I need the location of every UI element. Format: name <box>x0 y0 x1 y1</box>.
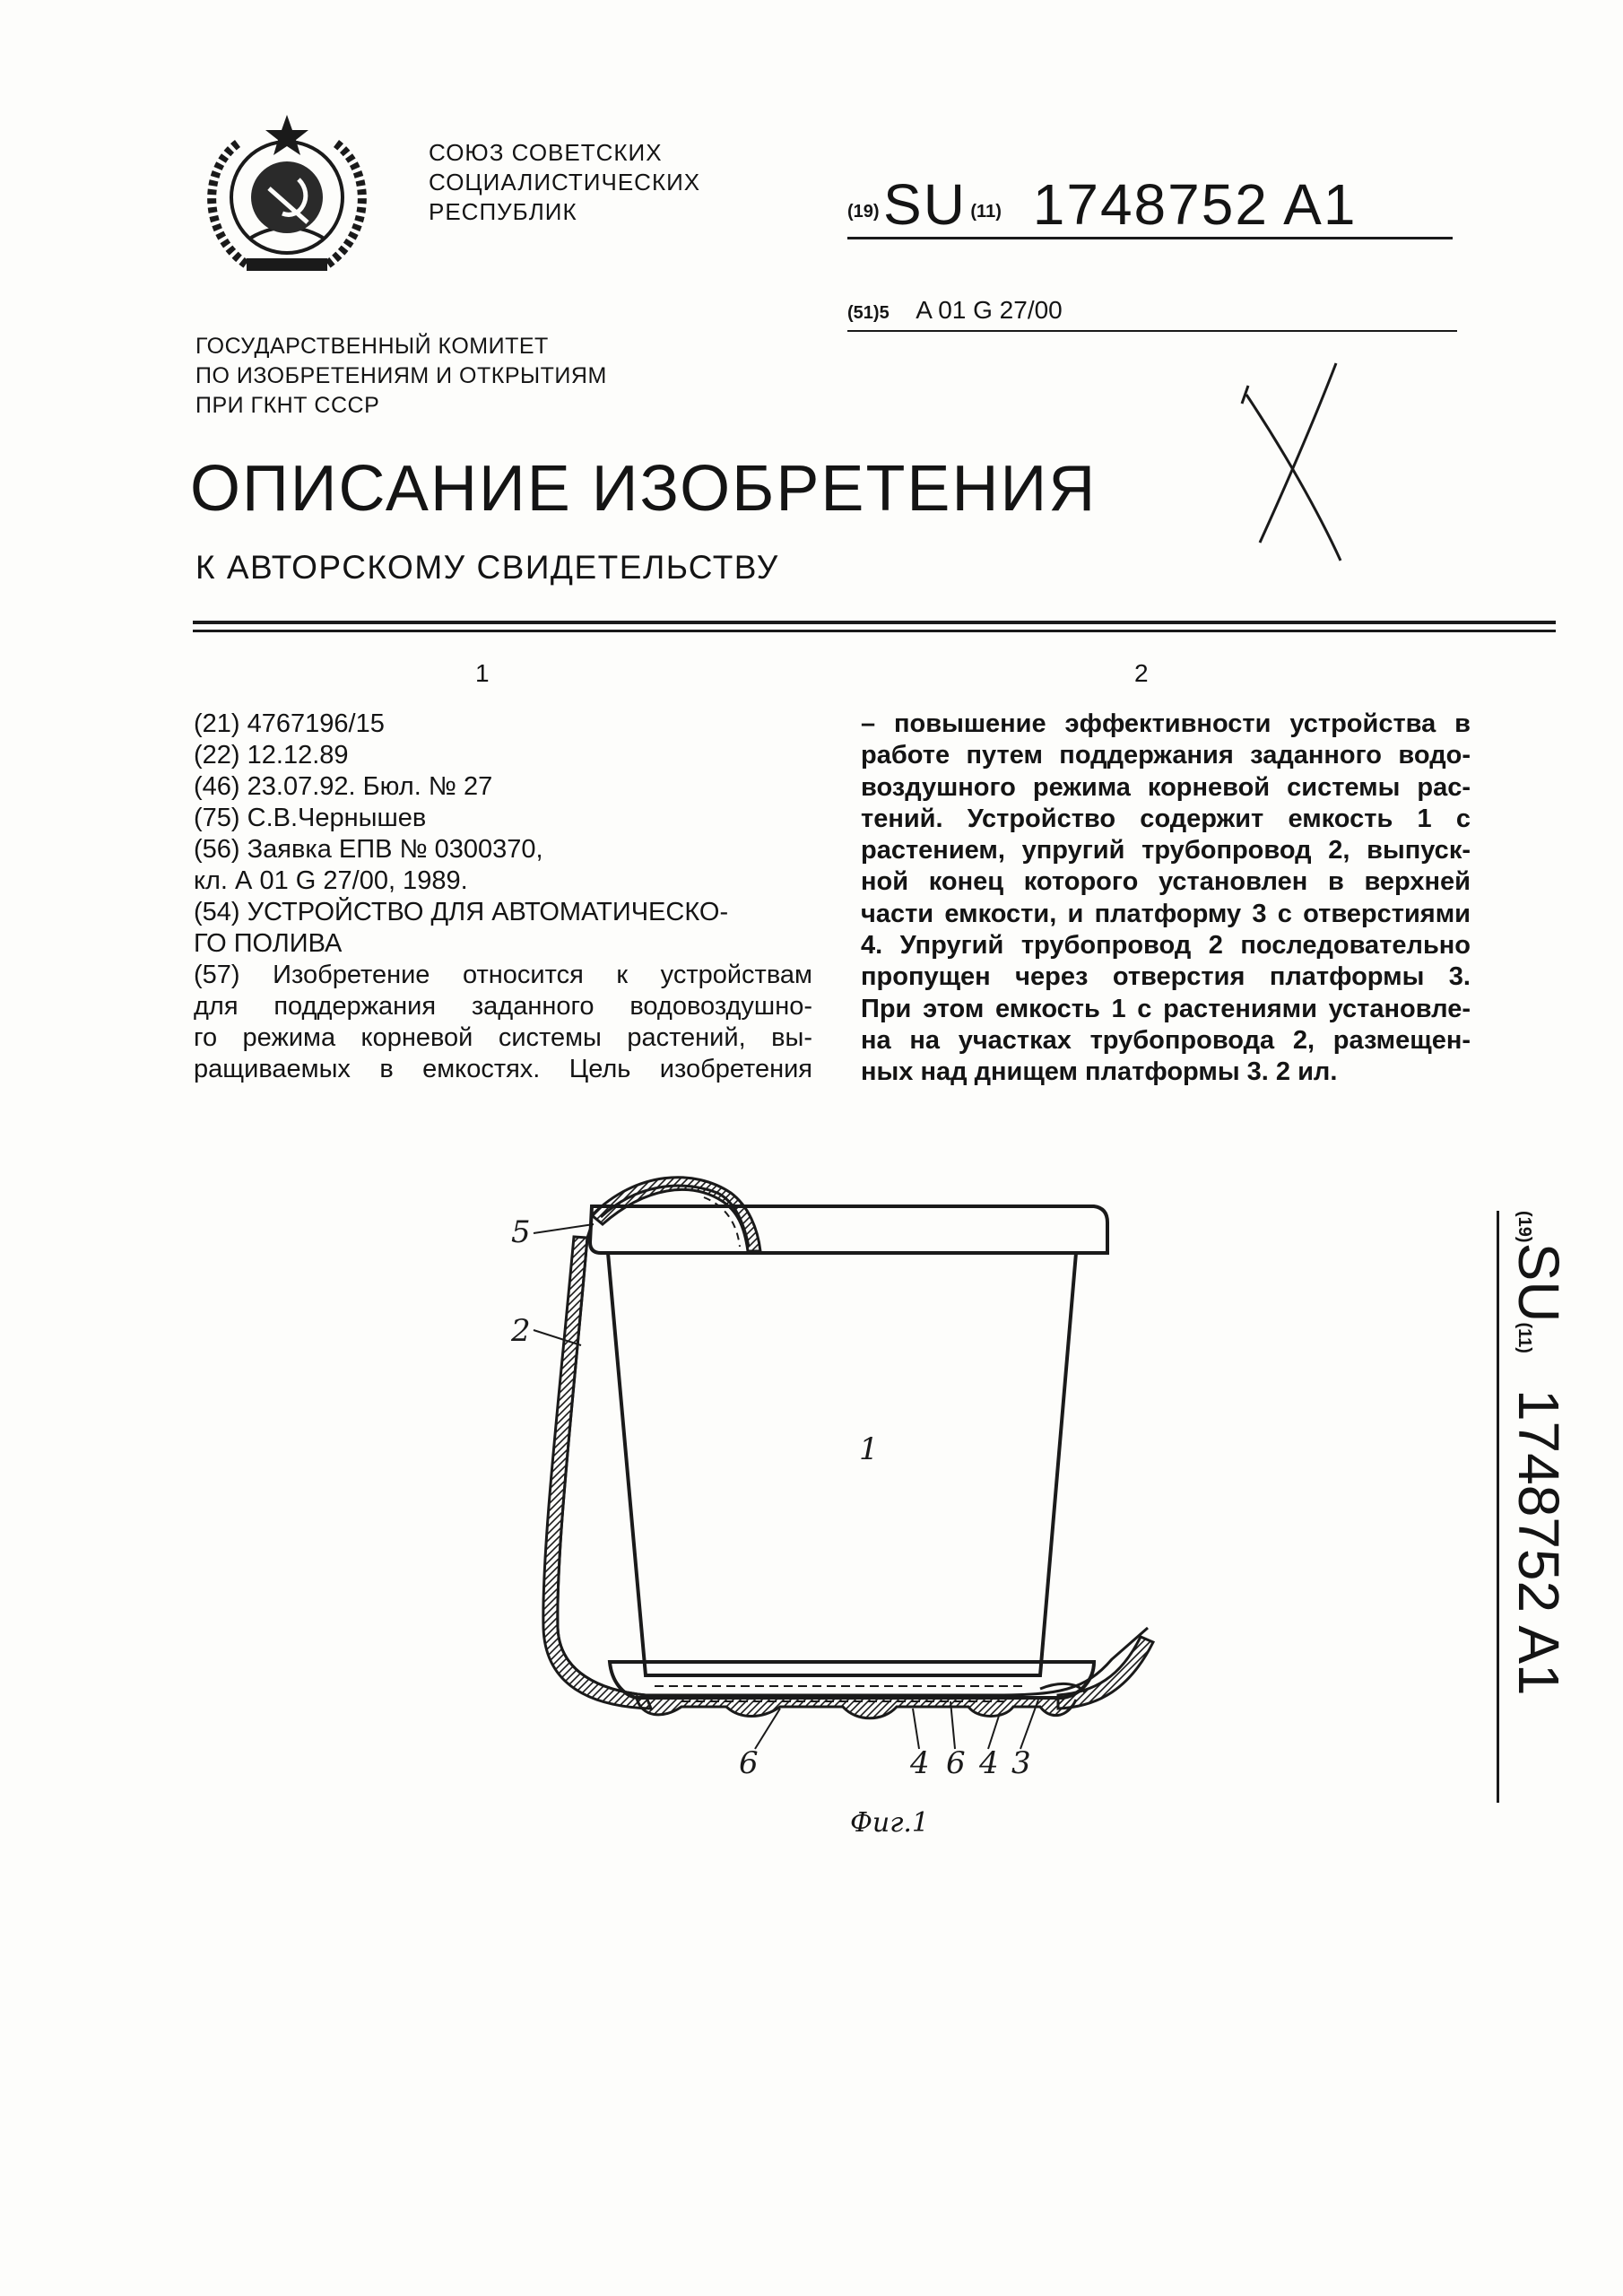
biblio-line: (54) УСТРОЙСТВО ДЛЯ АВТОМАТИЧЕСКО- <box>194 898 729 926</box>
document-title: ОПИСАНИЕ ИЗОБРЕТЕНИЯ <box>190 453 1098 525</box>
pipe-wall-hatched <box>543 1237 651 1709</box>
abstract-line: работе путем поддержания заданного водо- <box>861 741 1471 770</box>
figure-1-drawing <box>502 1170 1175 1798</box>
code-19: (19) <box>847 202 880 222</box>
label-4: 4 <box>910 1745 930 1781</box>
handwritten-x-mark <box>1228 359 1354 565</box>
label-4: 4 <box>979 1745 999 1781</box>
ipc-code: A 01 G 27/00 <box>916 296 1063 324</box>
label-5: 5 <box>511 1214 531 1250</box>
ussr-emblem <box>184 90 390 296</box>
union-name <box>429 138 700 227</box>
bibliographic-column <box>194 709 812 1085</box>
label-6: 6 <box>946 1745 966 1781</box>
column-number: 1 <box>475 659 490 687</box>
biblio-line: (46) 23.07.92. Бюл. № 27 <box>194 772 493 801</box>
abstract-line: ной конец которого установлен в верхней <box>861 867 1471 897</box>
abstract-line: ных над днищем платформы 3. 2 ил. <box>861 1057 1338 1087</box>
code-51: (51)5 <box>847 303 890 323</box>
header-rule <box>193 621 1556 624</box>
label-2: 2 <box>511 1313 531 1349</box>
abstract-line: (57) Изобретение относится к устройствам <box>194 961 812 989</box>
document-subtitle: К АВТОРСКОМУ СВИДЕТЕЛЬСТВУ <box>195 549 779 586</box>
ipc-classification <box>847 296 1457 325</box>
patent-number: 1748752 A1 <box>1506 1388 1571 1696</box>
union-line: СОЦИАЛИСТИЧЕСКИХ <box>429 169 701 196</box>
abstract-line: воздушного режима корневой системы рас- <box>861 772 1471 802</box>
code-11: (11) <box>970 202 1002 222</box>
biblio-line: (21) 4767196/15 <box>194 709 385 738</box>
abstract-line: – повышение эффективности устройства в <box>861 709 1471 738</box>
abstract-line: При этом емкость 1 с растениями установле- <box>861 994 1471 1023</box>
abstract-column <box>861 709 1471 1089</box>
committee-line: ГОСУДАРСТВЕННЫЙ КОМИТЕТ <box>195 334 549 359</box>
committee-line: ПРИ ГКНТ СССР <box>195 393 380 418</box>
union-line: РЕСПУБЛИК <box>429 198 577 225</box>
code-19: (19) <box>1515 1211 1534 1243</box>
biblio-line: (75) С.В.Чернышев <box>194 804 427 832</box>
abstract-line: ращиваемых в емкостях. Цель изобретения <box>194 1055 812 1083</box>
country-code: SU <box>1506 1242 1571 1323</box>
column-number: 2 <box>1134 659 1149 687</box>
country-code: SU <box>883 172 967 237</box>
label-3: 3 <box>1011 1745 1031 1781</box>
pipe-outlet-hatched <box>1058 1637 1153 1709</box>
side-publication-number <box>1496 1211 1576 1803</box>
label-1: 1 <box>859 1431 879 1467</box>
publication-number <box>847 172 1453 239</box>
biblio-line: (22) 12.12.89 <box>194 741 349 770</box>
label-6: 6 <box>739 1745 759 1781</box>
abstract-line: для поддержания заданного водовоздушно- <box>194 992 812 1021</box>
biblio-line: ГО ПОЛИВА <box>194 929 343 958</box>
patent-number: 1748752 A1 <box>1032 172 1358 237</box>
abstract-line: го режима корневой системы растений, вы- <box>194 1023 812 1052</box>
platform-tray <box>610 1662 1094 1698</box>
abstract-line: на на участках трубопровода 2, размещен- <box>861 1025 1471 1055</box>
union-line: СОЮЗ СОВЕТСКИХ <box>429 139 663 166</box>
pot-container <box>590 1206 1107 1675</box>
code-11: (11) <box>1515 1322 1534 1353</box>
ipc-underline <box>847 330 1457 332</box>
side-underline <box>1497 1211 1499 1803</box>
committee-name <box>195 332 607 421</box>
number-underline <box>847 237 1453 239</box>
abstract-line: тений. Устройство содержит емкость 1 с <box>861 804 1471 833</box>
biblio-line: кл. А 01 G 27/00, 1989. <box>194 866 468 895</box>
abstract-line: пропущен через отверстия платформы 3. <box>861 962 1471 992</box>
leader-lines <box>534 1224 1038 1749</box>
header-rule <box>193 630 1556 632</box>
biblio-line: (56) Заявка ЕПВ № 0300370, <box>194 835 543 864</box>
committee-line: ПО ИЗОБРЕТЕНИЯМ И ОТКРЫТИЯМ <box>195 363 607 388</box>
abstract-line: растением, упругий трубопровод 2, выпуск- <box>861 836 1471 865</box>
abstract-line: части емкости, и платформу 3 с отверстиями <box>861 899 1471 928</box>
figure-caption: Фиг.1 <box>850 1807 930 1839</box>
abstract-line: 4. Упругий трубопровод 2 последовательно <box>861 931 1471 961</box>
